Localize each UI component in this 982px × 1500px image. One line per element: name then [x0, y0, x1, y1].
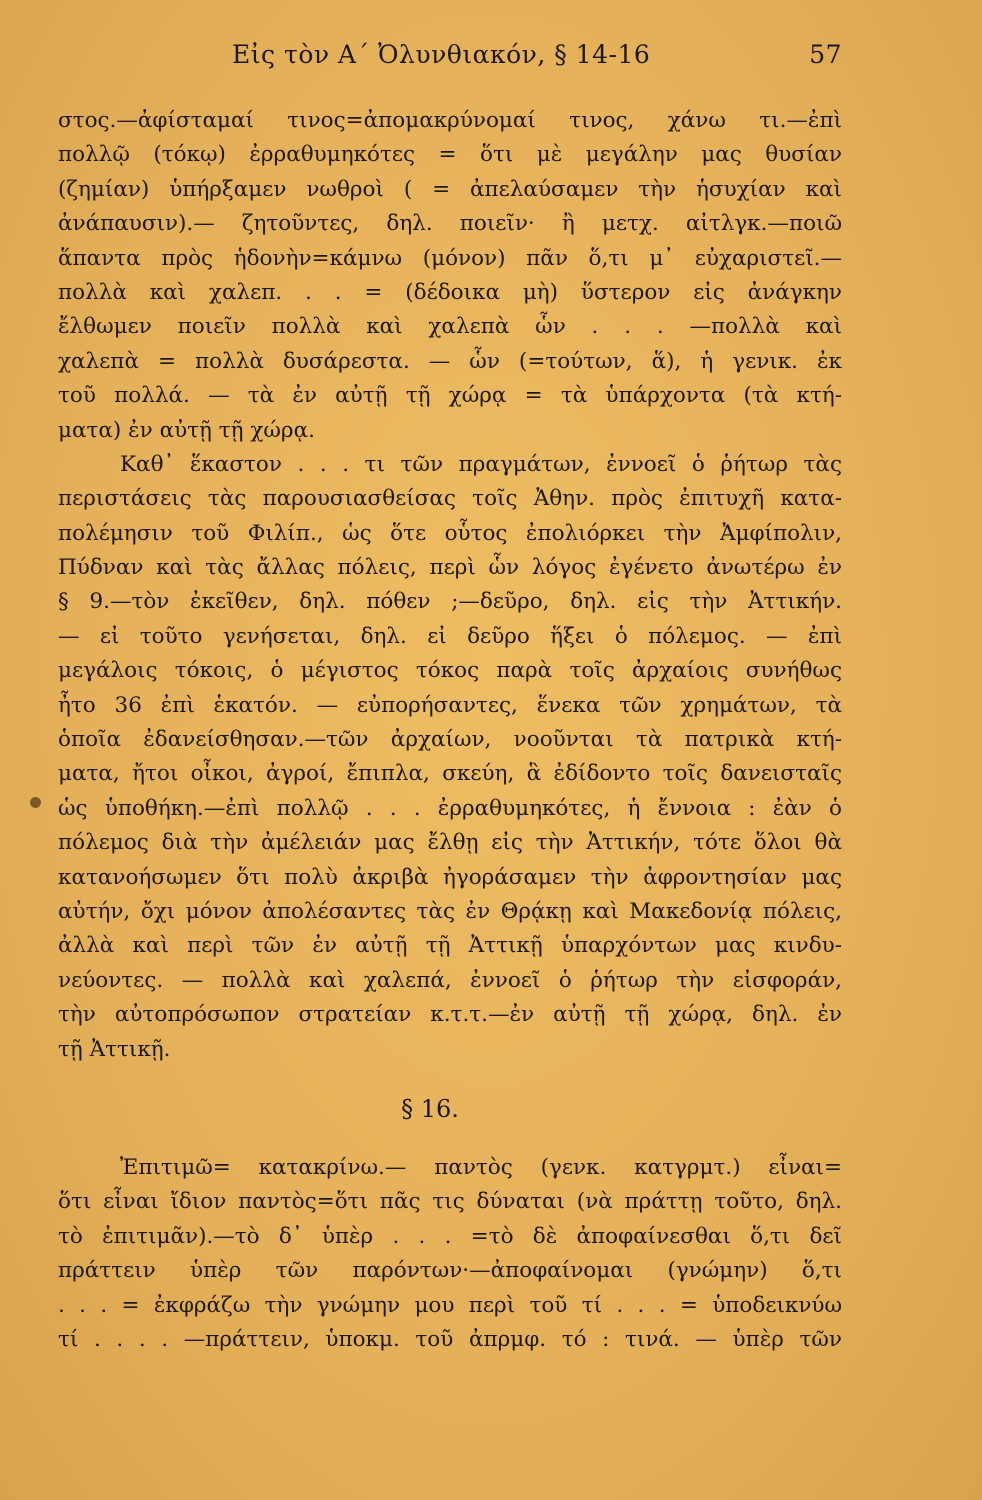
text-line: στος.—ἀφίσταμαί τινος=ἀπομακρύνομαί τινος, χάνω τι.—ἐπὶ	[58, 108, 842, 133]
text-line: Πύδναν καὶ τὰς ἄλλας πόλεις, περὶ ὧν λόγος ἐγένετο ἀνωτέρω ἐν	[58, 555, 842, 581]
section-heading: § 16.	[401, 1094, 459, 1123]
text-line: ματα, ἤτοι οἶκοι, ἀγροί, ἔπιπλα, σκεύη, ἃ ἐδίδοντο τοῖς δανεισταῖς	[58, 761, 842, 787]
text-line: ὁποῖα ἐδανείσθησαν.—τῶν ἀρχαίων, νοοῦνται τὰ πατρικὰ κτή-	[58, 727, 842, 753]
text-line: ὅτι εἶναι ἴδιον παντὸς=ὅτι πᾶς τις δύναται (νὰ πράττῃ τοῦτο, δηλ.	[58, 1189, 842, 1215]
text-line: Ἐπιτιμῶ= κατακρίνω.— παντὸς (γενκ. κατγρμτ.) εἶναι=	[120, 1154, 842, 1180]
text-line: τὴν αὐτοπρόσωπον στρατείαν κ.τ.τ.—ἐν αὐτῇ τῇ χώρᾳ, δηλ. ἐν	[58, 1002, 842, 1028]
running-title: Εἰς τὸν Α΄ Ὀλυνθιακόν, § 14-16	[232, 40, 651, 69]
spacer	[58, 1135, 842, 1151]
text-line: πολλὰ καὶ χαλεπ. . . = (δέδοικα μὴ) ὕστερον εἰς ἀνάγκην	[58, 279, 842, 305]
text-line: πολλῷ (τόκῳ) ἐρραθυμηκότες = ὅτι μὲ μεγάλην μας θυσίαν	[58, 142, 842, 168]
text-line: τὸ ἐπιτιμᾶν).—τὸ δ᾿ ὑπὲρ . . . =τὸ δὲ ἀποφαίνεσθαι ὅ,τι δεῖ	[58, 1223, 842, 1249]
text-line: αὐτήν, ὄχι μόνον ἀπολέσαντες τὰς ἐν Θρᾴκῃ καὶ Μακεδονίᾳ πόλεις,	[58, 898, 842, 924]
text-line: ἀνάπαυσιν).— ζητοῦντες, δηλ. ποιεῖν· ἢ μετχ. αἰτλγκ.—ποιῶ	[58, 211, 842, 237]
paragraph-notes-16	[58, 1151, 842, 1357]
text-line: ἦτο 36 ἐπὶ ἑκατόν. — εὐπορήσαντες, ἕνεκα τῶν χρημάτων, τὰ	[58, 692, 842, 718]
text-line: τοῦ πολλά. — τὰ ἐν αὐτῇ τῇ χώρᾳ = τὰ ὑπάρχοντα (τὰ κτή-	[58, 383, 842, 409]
text-line: — εἰ τοῦτο γενήσεται, δηλ. εἰ δεῦρο ἥξει ὁ πόλεμος. — ἐπὶ	[58, 623, 842, 649]
ink-spot	[30, 797, 41, 808]
text-line: ὡς ὑποθήκη.—ἐπὶ πολλῷ . . . ἐρραθυμηκότες, ἡ ἔννοια : ἐὰν ὁ	[58, 795, 842, 821]
text-line: πράττειν ὑπὲρ τῶν παρόντων·—ἀποφαίνομαι (γνώμην) ὅ,τι	[58, 1258, 842, 1284]
text-line: πόλεμος διὰ τὴν ἀμέλειάν μας ἔλθῃ εἰς τὴν Ἀττικήν, τότε ὅλοι θὰ	[58, 830, 842, 856]
spacer	[58, 1067, 842, 1083]
paragraph-notes-15	[58, 448, 842, 1067]
text-line: . . . = ἐκφράζω τὴν γνώμην μου περὶ τοῦ τί . . . = ὑποδεικνύω	[58, 1292, 842, 1318]
text-line: τί . . . . —πράττειν, ὑποκμ. τοῦ ἀπρμφ. τό : τινά. — ὑπὲρ τῶν	[58, 1326, 842, 1352]
text-line: (ζημίαν) ὑπήρξαμεν νωθροὶ ( = ἀπελαύσαμεν τὴν ἡσυχίαν καὶ	[58, 176, 842, 202]
text-line: χαλεπὰ = πολλὰ δυσάρεστα. — ὧν (=τούτων, ἅ), ἡ γενικ. ἐκ	[58, 348, 842, 374]
page-number: 57	[809, 40, 842, 69]
text-line: τῇ Ἀττικῇ.	[58, 1036, 171, 1062]
paragraph-notes-14	[58, 104, 842, 448]
text-line: ματα) ἐν αὐτῇ τῇ χώρᾳ.	[58, 417, 315, 443]
text-line: § 9.—τὸν ἐκεῖθεν, δηλ. πόθεν ;—δεῦρο, δηλ. εἰς τὴν Ἀττικήν.	[58, 589, 842, 615]
text-line: κατανοήσωμεν ὅτι πολὺ ἀκριβὰ ἠγοράσαμεν τὴν ἀφροντησίαν μας	[58, 864, 842, 890]
commentary-text	[58, 104, 842, 1357]
text-line: ἀλλὰ καὶ περὶ τῶν ἐν αὐτῇ τῇ Ἀττικῇ ὑπαρχόντων μας κινδυ-	[58, 933, 842, 959]
running-head	[232, 40, 842, 80]
text-line: ἔλθωμεν ποιεῖν πολλὰ καὶ χαλεπὰ ὧν . . . —πολλὰ καὶ	[58, 314, 842, 340]
text-line: νεύοντες. — πολλὰ καὶ χαλεπά, ἐννοεῖ ὁ ῥήτωρ τὴν εἰσφοράν,	[58, 967, 842, 993]
text-line: Καθ᾿ ἕκαστον . . . τι τῶν πραγμάτων, ἐννοεῖ ὁ ῥήτωρ τὰς	[120, 451, 842, 477]
text-line: περιστάσεις τὰς παρουσιασθείσας τοῖς Ἀθην. πρὸς ἐπιτυχῆ κατα-	[58, 486, 842, 512]
text-line: ἅπαντα πρὸς ἡδονὴν=κάμνω (μόνον) πᾶν ὅ,τι μ᾿ εὐχαριστεῖ.—	[58, 245, 842, 271]
text-line: μεγάλοις τόκοις, ὁ μέγιστος τόκος παρὰ τοῖς ἀρχαίοις συνήθως	[58, 658, 842, 684]
text-line: πολέμησιν τοῦ Φιλίπ., ὡς ὅτε οὗτος ἐπολιόρκει τὴν Ἀμφίπολιν,	[58, 520, 842, 546]
